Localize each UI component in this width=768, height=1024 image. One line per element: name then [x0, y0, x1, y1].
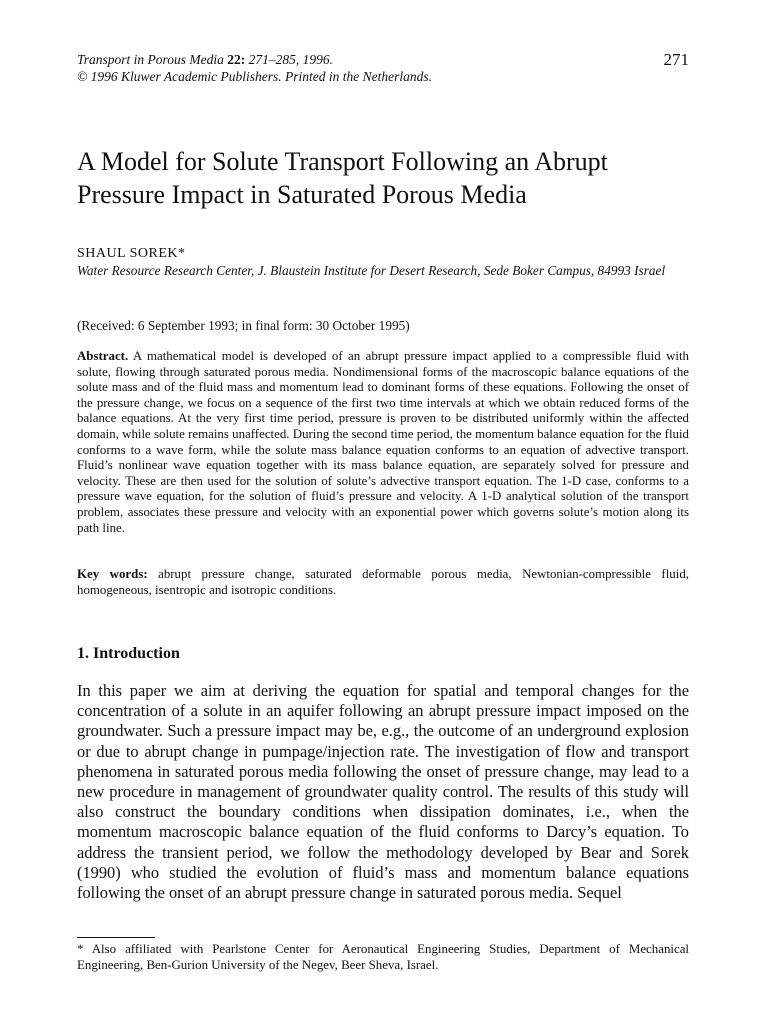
received-dates: (Received: 6 September 1993; in final form: 30 October 1995) — [77, 318, 410, 333]
abstract — [77, 349, 689, 536]
journal-pages-year: 271–285, 1996. — [245, 52, 334, 67]
journal-name: Transport in Porous Media — [77, 52, 224, 67]
page-number: 271 — [663, 50, 689, 69]
article-title: A Model for Solute Transport Following an Abrupt Pressure Impact in Saturated Porous Media — [77, 147, 608, 209]
introduction-text: In this paper we aim at deriving the equation for spatial and temporal changes for the concentration of a solute in an aquifer following an abrupt pressure impact imposed on the groundwater. Such a pressure impact may be, e.g., the outcome of an underground explosion or due to abrupt change in pumpage/injection rate. The investigation of flow and transport phenomena in saturated porous media following the onset of pressure change, may lead to a new procedure in management of groundwater quality control. The results of this study will also construct the boundary conditions when dissipation dominates, i.e., when the momentum macroscopic balance equation of the fluid conforms to Darcy’s equation. To address the transient period, we follow the methodology developed by Bear and Sorek (1990) who studied the evolution of fluid’s mass and momentum balance equations following the onset of an abrupt pressure change in saturated porous media. Sequel — [77, 681, 689, 903]
journal-volume: 22: — [227, 52, 246, 67]
journal-citation — [77, 51, 689, 68]
keywords-text: abrupt pressure change, saturated deformable porous media, Newtonian-compressible fluid, homogeneous, isentropic and isotropic conditions. — [77, 567, 689, 597]
section-heading-introduction: 1. Introduction — [77, 645, 180, 662]
author-affiliation: Water Resource Research Center, J. Blaustein Institute for Desert Research, Sede Boker Campus, 84993 Israel — [77, 263, 666, 278]
keywords — [77, 567, 689, 598]
abstract-text: A mathematical model is developed of an abrupt pressure impact applied to a compressible fluid with solute, flowing through saturated porous media. Nondimensional forms of the macroscopic balance equations of the solute mass and of the fluid mass and momentum lead to dominant forms of these equations. Following the onset of the pressure change, we focus on a sequence of the first two time intervals at which we obtain reduced forms of the balance equations. At the very first time period, pressure is proven to be distributed uniformly within the affected domain, while solute remains unaffected. During the second time period, the momentum balance equation for the fluid conforms to a wave form, while the solute mass balance equation conforms to an equation of advective transport. Fluid’s nonlinear wave equation together with its mass balance equation, are separately solved for pressure and velocity. These are then used for the solution of solute’s advective transport equation. The 1-D case, conforms to a pressure wave equation, for the solution of fluid’s pressure and velocity. A 1-D analytical solution of the transport problem, associates these pressure and velocity with an exponential power which governs solute’s motion along its path line. — [77, 349, 689, 535]
footnote: * Also affiliated with Pearlstone Center for Aeronautical Engineering Studies, Department of Mechanical Engineering, Ben-Gurion University of the Negev, Beer Sheva, Israel. — [77, 942, 689, 972]
journal-header — [77, 51, 689, 85]
abstract-label: Abstract. — [77, 349, 129, 363]
copyright-line: © 1996 Kluwer Academic Publishers. Printed in the Netherlands. — [77, 69, 432, 84]
author-name: SHAUL SOREK* — [77, 246, 186, 261]
footnote-divider — [77, 937, 155, 938]
keywords-label: Key words: — [77, 567, 148, 581]
